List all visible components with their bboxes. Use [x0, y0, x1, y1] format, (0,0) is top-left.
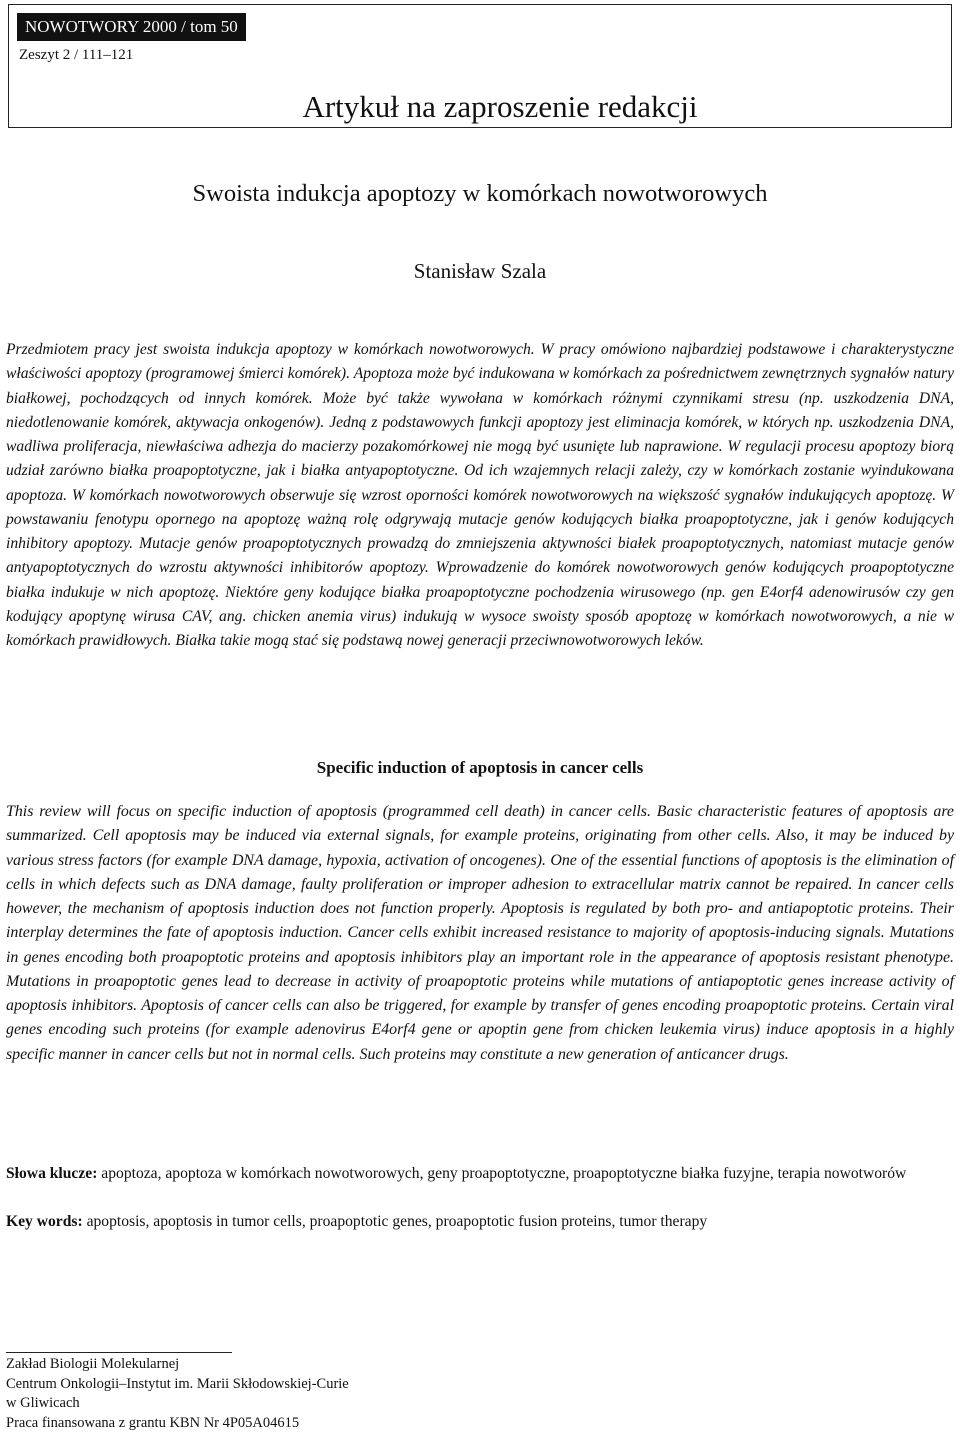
keywords-english	[6, 1210, 954, 1234]
section-label: Artykuł na zaproszenie redakcji	[302, 89, 698, 124]
keywords-polish-label: Słowa klucze:	[6, 1165, 98, 1182]
affiliation-city: w Gliwicach	[6, 1395, 80, 1411]
footnote-rule	[6, 1352, 232, 1353]
author-name: Stanisław Szala	[413, 259, 547, 283]
keywords-polish-text: apoptoza, apoptoza w komórkach nowotworowych, geny proapoptotyczne, proapoptotyczne białka fuzyjne, terapia nowotworów	[97, 1165, 907, 1182]
affiliation-department: Zakład Biologii Molekularnej	[6, 1356, 180, 1372]
issue-line: Zeszyt 2 / 111–121	[19, 47, 134, 63]
affiliation-block	[6, 1355, 349, 1433]
keywords-polish	[6, 1162, 954, 1186]
keywords-english-text: apoptosis, apoptosis in tumor cells, proapoptotic genes, proapoptotic fusion proteins, tumor therapy	[82, 1213, 708, 1230]
journal-header-box	[8, 4, 952, 128]
abstract-polish: Przedmiotem pracy jest swoista indukcja apoptozy w komórkach nowotworowych. W pracy omówiono najbardziej podstawowe i charakterystyczne właściwości apoptozy (programowej śmierci komórek). Apoptoza może być indukowana w komórkach za pośrednictwem zewnętrznych sygnałów natury białkowej, pochodzących od innych komórek. Może być także wywołana w komórkach różnymi czynnikami stresu (np. uszkodzenia DNA, niedotlenowanie komórek, aktywacja onkogenów). Jedną z podstawowych funkcji apoptozy jest eliminacja komórek, w których np. uszkodzenia DNA, wadliwa proliferacja, niewłaściwa adhezja do macierzy pozakomórkowej nie mogą być usunięte lub naprawione. W regulacji procesu apoptozy biorą udział zarówno białka proapoptotyczne, jak i białka antyapoptotyczne. Od ich wzajemnych relacji zależy, czy w komórkach zostanie wyindukowana apoptoza. W komórkach nowotworowych obserwuje się wzrost oporności komórek nowotworowych na większość sygnałów indukujących apoptozę. W powstawaniu fenotypu opornego na apoptozę ważną rolę odgrywają mutacje genów kodujących białka proapoptotyczne, jak i genów kodujących inhibitory apoptozy. Mutacje genów proapoptotycznych prowadzą do zmniejszenia aktywności białek proapoptotycznych, natomiast mutacje genów antyapoptotycznych do wzrostu aktywności inhibitorów apoptozy. Wprowadzenie do komórek nowotworowych genów kodujących proapoptotyczne białka indukuje w nich apoptozę. Niektóre geny kodujące białka proapoptotyczne pochodzenia wirusowego (np. gen E4orf4 adenowirusów czy gen kodujący apoptynę wirusa CAV, ang. chicken anemia virus) indukują w wysoce swoisty sposób apoptozę w komórkach nowotworowych, a nie w komórkach prawidłowych. Białka takie mogą stać się podstawą nowej generacji przeciwnowotworowych leków.	[6, 341, 954, 649]
english-title: Specific induction of apoptosis in cancer cells	[316, 758, 644, 777]
affiliation-institute: Centrum Onkologii–Instytut im. Marii Skłodowskiej-Curie	[6, 1375, 349, 1392]
article-title: Swoista indukcja apoptozy w komórkach nowotworowych	[192, 180, 768, 207]
journal-tag: NOWOTWORY 2000 / tom 50	[17, 13, 246, 41]
abstract-english: This review will focus on specific induction of apoptosis (programmed cell death) in cancer cells. Basic characteristic features of apoptosis are summarized. Cell apoptosis may be induced via external signals, for example proteins, originating from other cells. Also, it may be induced by various stress factors (for example DNA damage, hypoxia, activation of oncogenes). One of the essential functions of apoptosis is the elimination of cells in which defects such as DNA damage, faulty proliferation or improper adhesion to extracellular matrix cannot be repaired. In cancer cells however, the mechanism of apoptosis induction does not function properly. Apoptosis is regulated by both pro- and antiapoptotic proteins. Their interplay determines the fate of apoptosis induction. Cancer cells exhibit increased resistance to majority of apoptosis-inducing signals. Mutations in genes encoding both proapoptotic proteins and apoptosis inhibitors play an important role in the appearance of apoptosis resistant phenotype. Mutations in proapoptotic genes lead to decrease in activity of proapoptotic proteins while mutations of antiapoptotic genes increase activity of apoptosis inhibitors. Apoptosis of cancer cells can also be triggered, for example by transfer of genes encoding proapoptotic proteins. Certain viral genes encoding such proteins (for example adenovirus E4orf4 gene or apoptin gene from chicken leukemia virus) induce apoptosis in a highly specific manner in cancer cells but not in normal cells. Such proteins may constitute a new generation of anticancer drugs.	[6, 803, 954, 1063]
keywords-english-label: Key words:	[6, 1213, 83, 1230]
funding-note: Praca finansowana z grantu KBN Nr 4P05A04615	[6, 1414, 300, 1431]
